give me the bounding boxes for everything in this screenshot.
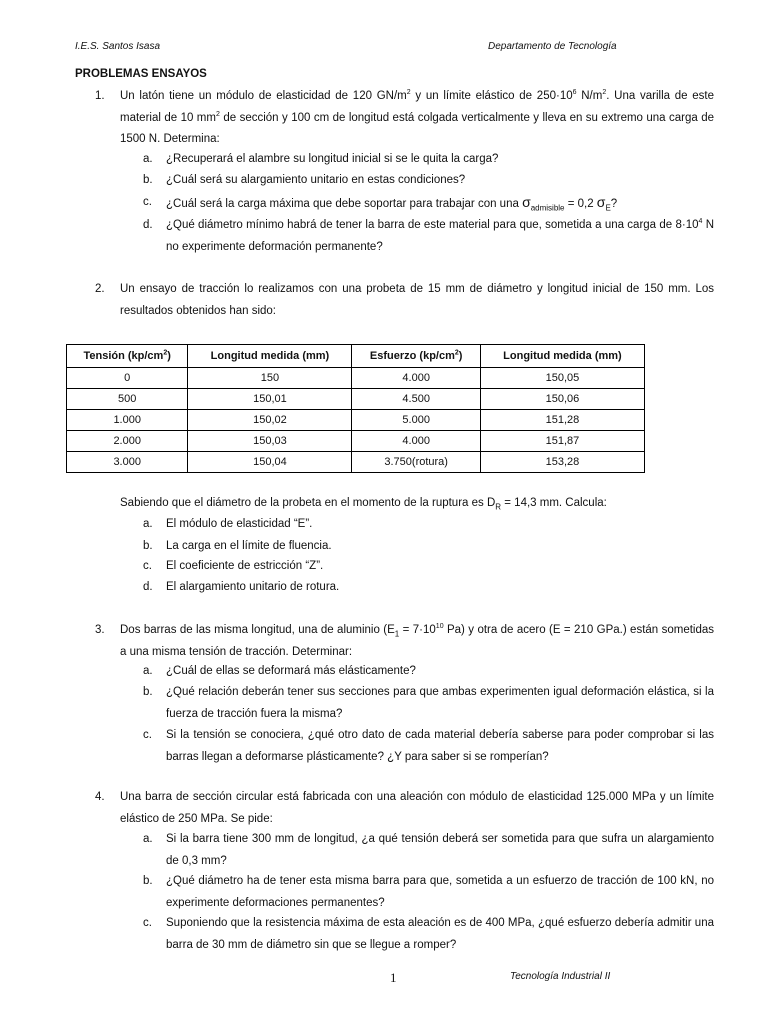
problem-3-item-c: Si la tensión se conociera, ¿qué otro dato de cada material debería saberse para poder comprobar si las barras llegan a deformarse plásticamente? ¿Y para saber si se romperían? (166, 729, 714, 763)
problem-2-item-c: El coeficiente de estricción “Z”. (166, 560, 324, 572)
page-number: 1 (390, 970, 397, 985)
problem-3-item-a: ¿Cuál de ellas se deformará más elásticamente? (166, 665, 416, 677)
problem-1-statement: Un latón tiene un módulo de elasticidad de 120 $GN/m^2$ y un límite elástico de $250\cdot 10^6$ $N/m^2$. Una varilla de este material de 10 $mm^2$ de sección y 100 cm de longitud está colgada verticalmente y lleva en su extremo una carga de 1500 N. Determina: (120, 89, 715, 145)
problem-2-statement: Un ensayo de tracción lo realizamos con una probeta de 15 mm de diámetro y longitud inicial de 150 mm. Los resultados obtenidos han sido: (120, 283, 714, 317)
problem-2-item-a-letter: a. (143, 518, 153, 530)
table-cell: 151,28 (480, 410, 644, 431)
header-school: I.E.S. Santos Isasa (75, 41, 161, 52)
problem-1-item-d-letter: d. (143, 219, 153, 231)
problem-3-item-a-letter: a. (143, 665, 153, 677)
table-row (67, 410, 645, 431)
problem-4-item-b: ¿Qué diámetro ha de tener esta misma barra para que, sometida a un esfuerzo de tracción de 100 kN, no experimente deformaciones permanentes? (166, 875, 714, 909)
table-row (67, 452, 645, 473)
column-header-tension: Tensión $(kp/cm^2)$ (67, 345, 188, 368)
problem-4-number: 4. (95, 791, 105, 803)
problem-2-item-b: La carga en el límite de fluencia. (166, 540, 332, 552)
problem-1-item-c: ¿Cuál será la carga máxima que debe soportar para trabajar con una $\sigma_{admisible} = 0,2$ $\sigma_E$? (166, 194, 618, 213)
problem-3-number: 3. (95, 624, 105, 636)
problem-3-item-b: ¿Qué relación deberán tener sus secciones para que ambas experimenten igual deformación elástica, si la fuerza de tracción fuera la misma? (166, 686, 714, 720)
table-row (67, 431, 645, 452)
problem-2-item-a: El módulo de elasticidad “E”. (166, 518, 313, 530)
column-header-stress: Esfuerzo $(kp/cm^2)$ (352, 345, 480, 368)
table-cell: 4.000 (352, 368, 480, 389)
problem-1-item-a-letter: a. (143, 153, 153, 165)
problem-2-number: 2. (95, 283, 105, 295)
problem-3-item-c-letter: c. (143, 729, 152, 741)
problem-2-item-c-letter: c. (143, 560, 152, 572)
problem-1-item-a: ¿Recuperará el alambre su longitud inicial si se le quita la carga? (166, 153, 499, 165)
problem-1-item-b: ¿Cuál será su alargamiento unitario en estas condiciones? (166, 174, 466, 186)
problem-4-item-c: Suponiendo que la resistencia máxima de esta aleación es de 400 MPa, ¿qué esfuerzo debería admitir una barra de 30 mm de diámetro sin que se llegue a romper? (166, 917, 714, 951)
table-cell: 5.000 (352, 410, 480, 431)
table-cell: 153,28 (480, 452, 644, 473)
table-row (67, 389, 645, 410)
table-cell: 500 (67, 389, 188, 410)
problem-2-item-b-letter: b. (143, 540, 153, 552)
problem-4-statement: Una barra de sección circular está fabricada con una aleación con módulo de elasticidad 125.000 MPa y un límite elástico de 250 MPa. Se pide: (120, 791, 714, 825)
column-header-length-1: Longitud medida (mm) (188, 345, 352, 368)
problem-1-item-d: ¿Qué diámetro mínimo habrá de tener la barra de este material para que, sometida a una carga de $8\cdot 10^4$ N no experimente deformación permanente? (166, 218, 715, 253)
problem-4-item-c-letter: c. (143, 917, 152, 929)
table-cell: 150,03 (188, 431, 352, 452)
problem-1-item-b-letter: b. (143, 174, 153, 186)
column-header-length-2: Longitud medida (mm) (480, 345, 644, 368)
problem-4-item-a-letter: a. (143, 833, 153, 845)
problem-3-statement: Dos barras de las misma longitud, una de aluminio ($E_1 = 7\cdot 10^{10}$ Pa) y otra de acero (E = 210 GPa.) están sometidas a una misma tensión de tracción. Determinar: (120, 623, 715, 658)
table-cell: 1.000 (67, 410, 188, 431)
page-title: PROBLEMAS ENSAYOS (75, 68, 207, 80)
table-cell: 150,05 (480, 368, 644, 389)
problem-3-item-b-letter: b. (143, 686, 153, 698)
table-header-row (67, 345, 645, 368)
table-cell: 3.750(rotura) (352, 452, 480, 473)
problem-1-item-c-letter: c. (143, 196, 152, 208)
table-row (67, 368, 645, 389)
table-cell: 4.000 (352, 431, 480, 452)
header-department: Departamento de Tecnología (488, 41, 617, 52)
table-cell: 150,04 (188, 452, 352, 473)
table-cell: 151,87 (480, 431, 644, 452)
table-cell: 150,01 (188, 389, 352, 410)
table-cell: 150,02 (188, 410, 352, 431)
table-cell: 150 (188, 368, 352, 389)
problem-4-item-b-letter: b. (143, 875, 153, 887)
table-cell: 4.500 (352, 389, 480, 410)
table-cell: 150,06 (480, 389, 644, 410)
results-table (66, 344, 645, 473)
footer-subject: Tecnología Industrial II (510, 971, 611, 982)
table-cell: 3.000 (67, 452, 188, 473)
problem-2-followup: Sabiendo que el diámetro de la probeta en el momento de la ruptura es $D_R = 14,3$ mm. Calcula: (120, 497, 607, 512)
problem-4-item-a: Si la barra tiene 300 mm de longitud, ¿a qué tensión deberá ser sometida para que sufra un alargamiento de 0,3 mm? (166, 833, 714, 867)
problem-2-item-d-letter: d. (143, 581, 153, 593)
table-cell: 2.000 (67, 431, 188, 452)
table-cell: 0 (67, 368, 188, 389)
problem-2-item-d: El alargamiento unitario de rotura. (166, 581, 340, 593)
problem-1-number: 1. (95, 90, 105, 102)
